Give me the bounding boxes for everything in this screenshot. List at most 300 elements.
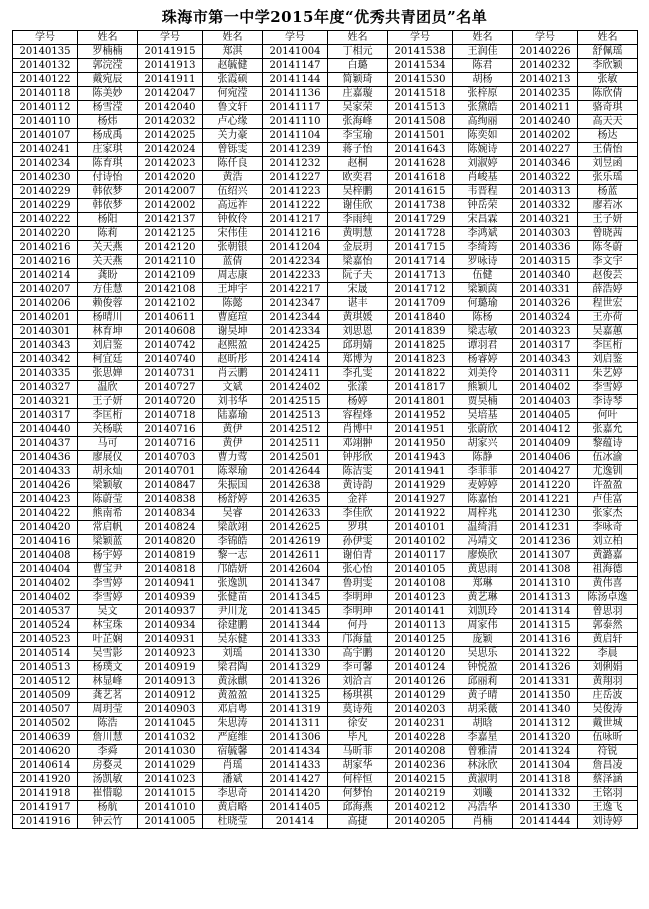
- student-id-cell: 20141316: [513, 633, 578, 647]
- student-name-cell: 郑淇: [203, 45, 263, 59]
- student-id-cell: 20141320: [513, 731, 578, 745]
- student-id-cell: 20141513: [388, 101, 453, 115]
- student-name-cell: 黄伟喜: [578, 577, 638, 591]
- student-name-cell: 钟彤欣: [328, 451, 388, 465]
- student-name-cell: 梁颖茵: [453, 283, 513, 297]
- student-id-cell: 20140608: [138, 325, 203, 339]
- student-id-cell: 20141032: [138, 731, 203, 745]
- student-id-cell: 20140912: [138, 689, 203, 703]
- student-id-cell: 20141929: [388, 479, 453, 493]
- table-row: [13, 353, 638, 367]
- table-row: [13, 339, 638, 353]
- student-id-cell: 20142233: [263, 269, 328, 283]
- student-id-cell: 20140847: [138, 479, 203, 493]
- student-name-cell: 刘启鉴: [578, 353, 638, 367]
- student-name-cell: 何梦怡: [328, 787, 388, 801]
- table-row: [13, 549, 638, 563]
- student-id-cell: 20141444: [513, 815, 578, 829]
- student-id-cell: 20141916: [13, 815, 78, 829]
- student-name-cell: 张心怡: [328, 563, 388, 577]
- student-name-cell: 黄翔羽: [578, 675, 638, 689]
- student-name-cell: 付诗怡: [78, 171, 138, 185]
- student-id-cell: 20141927: [388, 493, 453, 507]
- student-id-cell: 20140740: [138, 353, 203, 367]
- student-name-cell: 贾昊楠: [453, 395, 513, 409]
- student-id-cell: 20140701: [138, 465, 203, 479]
- student-id-cell: 20142611: [263, 549, 328, 563]
- student-id-cell: 20142625: [263, 521, 328, 535]
- student-name-cell: 杨达: [578, 129, 638, 143]
- student-name-cell: 李咏奇: [578, 521, 638, 535]
- student-id-cell: 20141951: [388, 423, 453, 437]
- student-id-cell: 20141712: [388, 283, 453, 297]
- student-id-cell: 20140201: [13, 311, 78, 325]
- student-name-cell: 熊南希: [78, 507, 138, 521]
- student-id-cell: 20140718: [138, 409, 203, 423]
- table-row: [13, 759, 638, 773]
- student-name-cell: 柯宜廷: [78, 353, 138, 367]
- student-name-cell: 韩依梦: [78, 199, 138, 213]
- student-name-cell: 林泳欣: [453, 759, 513, 773]
- student-id-cell: 20140141: [388, 605, 453, 619]
- student-name-cell: 曹宝尹: [78, 563, 138, 577]
- student-id-cell: 20141913: [138, 59, 203, 73]
- student-id-cell: 20140301: [13, 325, 78, 339]
- student-name-cell: 邝皓妍: [203, 563, 263, 577]
- student-id-cell: 20140343: [513, 353, 578, 367]
- table-row: [13, 717, 638, 731]
- student-name-cell: 陈欣倩: [578, 87, 638, 101]
- student-name-cell: 舒佩瑶: [578, 45, 638, 59]
- student-name-cell: 郑琳: [453, 577, 513, 591]
- student-name-cell: 李明珅: [328, 591, 388, 605]
- student-name-cell: 庄岳波: [578, 689, 638, 703]
- table-row: [13, 381, 638, 395]
- student-name-cell: 邓翊翀: [328, 437, 388, 451]
- student-id-cell: 20140340: [513, 269, 578, 283]
- table-row: [13, 479, 638, 493]
- student-name-cell: 徐建鹏: [203, 619, 263, 633]
- student-id-cell: 20141920: [13, 773, 78, 787]
- student-id-cell: 20140343: [13, 339, 78, 353]
- student-name-cell: 冯浩华: [453, 801, 513, 815]
- student-name-cell: 严庭维: [203, 731, 263, 745]
- student-name-cell: 白璐: [328, 59, 388, 73]
- student-name-cell: 陈仟良: [203, 157, 263, 171]
- student-name-cell: 卢佳富: [578, 493, 638, 507]
- student-name-cell: 林显峰: [78, 675, 138, 689]
- student-id-cell: 20141117: [263, 101, 328, 115]
- student-name-cell: 谢佳欣: [328, 199, 388, 213]
- student-id-cell: 20141330: [513, 801, 578, 815]
- student-name-cell: 杨航: [78, 801, 138, 815]
- table-row: [13, 297, 638, 311]
- student-name-cell: 邱海燕: [328, 801, 388, 815]
- student-name-cell: 李宝瑜: [328, 129, 388, 143]
- student-id-cell: 20140440: [13, 423, 78, 437]
- student-id-cell: 20140124: [388, 661, 453, 675]
- student-name-cell: 关天燕: [78, 255, 138, 269]
- student-name-cell: 马昕菲: [328, 745, 388, 759]
- student-name-cell: 吴文: [78, 605, 138, 619]
- student-name-cell: 杨炜: [78, 115, 138, 129]
- student-name-cell: 蒋子怡: [328, 143, 388, 157]
- student-name-cell: 张嘉允: [578, 423, 638, 437]
- student-name-cell: 张家杰: [578, 507, 638, 521]
- student-name-cell: 金辰玥: [328, 241, 388, 255]
- student-id-cell: 20141405: [263, 801, 328, 815]
- student-id-cell: 20140819: [138, 549, 203, 563]
- student-name-cell: 肖云鹏: [203, 367, 263, 381]
- student-id-cell: 20140226: [513, 45, 578, 59]
- student-id-cell: 20140206: [13, 297, 78, 311]
- student-name-cell: 熊颖儿: [453, 381, 513, 395]
- student-id-cell: 20141917: [13, 801, 78, 815]
- student-name-cell: 李文宇: [578, 255, 638, 269]
- student-id-cell: 20142125: [138, 227, 203, 241]
- table-row: [13, 507, 638, 521]
- student-id-cell: 20140716: [138, 423, 203, 437]
- student-name-cell: 胡杨: [453, 73, 513, 87]
- table-row: [13, 619, 638, 633]
- student-id-cell: 20140433: [13, 465, 78, 479]
- student-name-cell: 黄伊: [203, 437, 263, 451]
- table-row: [13, 115, 638, 129]
- student-id-cell: 20142023: [138, 157, 203, 171]
- student-id-cell: 20140215: [388, 773, 453, 787]
- student-id-cell: 20141823: [388, 353, 453, 367]
- student-id-cell: 20140913: [138, 675, 203, 689]
- table-row: [13, 577, 638, 591]
- student-id-cell: 20141045: [138, 717, 203, 731]
- student-id-cell: 20140120: [388, 647, 453, 661]
- student-id-cell: 20141306: [263, 731, 328, 745]
- student-name-cell: 骆奇琪: [578, 101, 638, 115]
- student-name-cell: 李孔雯: [328, 367, 388, 381]
- student-id-cell: 20141144: [263, 73, 328, 87]
- student-name-cell: 黄明慧: [328, 227, 388, 241]
- student-name-cell: 赵昕彤: [203, 353, 263, 367]
- roster-body: [13, 45, 638, 829]
- student-name-cell: 王润佳: [453, 45, 513, 59]
- student-name-cell: 赖俊蓉: [78, 297, 138, 311]
- student-name-cell: 李菲菲: [453, 465, 513, 479]
- student-name-cell: 李舜: [78, 745, 138, 759]
- document-title: 珠海市第一中学2015年度“优秀共青团员”名单: [161, 8, 488, 26]
- student-name-cell: 梁歆翊: [203, 521, 263, 535]
- student-id-cell: 20142024: [138, 143, 203, 157]
- table-row: [13, 59, 638, 73]
- student-id-cell: 20141518: [388, 87, 453, 101]
- student-name-cell: 朱思涛: [203, 717, 263, 731]
- student-name-cell: 鲁文轩: [203, 101, 263, 115]
- student-id-cell: 20140205: [388, 815, 453, 829]
- student-id-cell: 20141738: [388, 199, 453, 213]
- student-name-cell: 常启帆: [78, 521, 138, 535]
- student-name-cell: 高天天: [578, 115, 638, 129]
- student-id-cell: 20141340: [513, 703, 578, 717]
- student-id-cell: 20140324: [513, 311, 578, 325]
- table-row: [13, 633, 638, 647]
- student-id-cell: 20140227: [513, 143, 578, 157]
- student-id-cell: 20140126: [388, 675, 453, 689]
- student-id-cell: 20141911: [138, 73, 203, 87]
- header-student-name: 姓名: [203, 31, 263, 45]
- student-name-cell: 陈冬蔚: [578, 241, 638, 255]
- table-row: [13, 535, 638, 549]
- student-id-cell: 20140406: [513, 451, 578, 465]
- student-name-cell: 张思婵: [78, 367, 138, 381]
- student-name-cell: 伍绍兴: [203, 185, 263, 199]
- student-id-cell: 20142635: [263, 493, 328, 507]
- student-id-cell: 20141618: [388, 171, 453, 185]
- student-name-cell: 李雪婷: [78, 591, 138, 605]
- student-name-cell: 邓启粤: [203, 703, 263, 717]
- student-name-cell: 胡家华: [328, 759, 388, 773]
- student-id-cell: 20140108: [388, 577, 453, 591]
- student-id-cell: 20142120: [138, 241, 203, 255]
- student-name-cell: 赵毓健: [203, 59, 263, 73]
- table-row: [13, 731, 638, 745]
- student-id-cell: 20140212: [388, 801, 453, 815]
- student-name-cell: 温欣: [78, 381, 138, 395]
- student-id-cell: 20141715: [388, 241, 453, 255]
- student-id-cell: 20140216: [13, 241, 78, 255]
- student-id-cell: 20140939: [138, 591, 203, 605]
- student-name-cell: 邱丽莉: [453, 675, 513, 689]
- student-name-cell: 吴嘉蕙: [578, 325, 638, 339]
- student-name-cell: 黄子晴: [453, 689, 513, 703]
- student-id-cell: 20142108: [138, 283, 203, 297]
- student-id-cell: 20140639: [13, 731, 78, 745]
- student-id-cell: 20141310: [513, 577, 578, 591]
- student-name-cell: 王逸飞: [578, 801, 638, 815]
- student-id-cell: 20140321: [13, 395, 78, 409]
- student-name-cell: 胡永灿: [78, 465, 138, 479]
- student-id-cell: 20141801: [388, 395, 453, 409]
- student-id-cell: 20140135: [13, 45, 78, 59]
- student-id-cell: 20141840: [388, 311, 453, 325]
- table-row: [13, 703, 638, 717]
- student-id-cell: 20140523: [13, 633, 78, 647]
- student-name-cell: 肖峻基: [453, 171, 513, 185]
- student-id-cell: 20141232: [263, 157, 328, 171]
- student-name-cell: 周家伟: [453, 619, 513, 633]
- student-id-cell: 20140509: [13, 689, 78, 703]
- student-name-cell: 温绮涓: [453, 521, 513, 535]
- student-name-cell: 钟悦盈: [453, 661, 513, 675]
- student-id-cell: 20140614: [13, 759, 78, 773]
- student-id-cell: 20141308: [513, 563, 578, 577]
- student-id-cell: 20141344: [263, 619, 328, 633]
- student-name-cell: 陆嘉瑜: [203, 409, 263, 423]
- student-name-cell: 崔惜聪: [78, 787, 138, 801]
- student-name-cell: 谢伯青: [328, 549, 388, 563]
- table-row: [13, 283, 638, 297]
- student-name-cell: 杨宇婷: [78, 549, 138, 563]
- student-name-cell: 张梓原: [453, 87, 513, 101]
- student-id-cell: 20141501: [388, 129, 453, 143]
- student-name-cell: 尹川龙: [203, 605, 263, 619]
- student-id-cell: 20142102: [138, 297, 203, 311]
- table-row: [13, 227, 638, 241]
- student-name-cell: 张海峰: [328, 115, 388, 129]
- header-student-name: 姓名: [328, 31, 388, 45]
- student-name-cell: 李绮筠: [453, 241, 513, 255]
- student-id-cell: 20140426: [13, 479, 78, 493]
- student-name-cell: 张朝银: [203, 241, 263, 255]
- student-name-cell: 曾雅清: [453, 745, 513, 759]
- student-name-cell: 黄浩: [203, 171, 263, 185]
- student-id-cell: 20140125: [388, 633, 453, 647]
- student-id-cell: 20142633: [263, 507, 328, 521]
- table-row: [13, 801, 638, 815]
- student-name-cell: 钟云竹: [78, 815, 138, 829]
- table-row: [13, 255, 638, 269]
- student-name-cell: 李明珅: [328, 605, 388, 619]
- student-name-cell: 伍咏昕: [578, 731, 638, 745]
- student-name-cell: 张健苗: [203, 591, 263, 605]
- student-name-cell: 廖焕欣: [453, 549, 513, 563]
- student-name-cell: 郭泰然: [578, 619, 638, 633]
- student-id-cell: 20140834: [138, 507, 203, 521]
- student-id-cell: 20141104: [263, 129, 328, 143]
- table-row: [13, 437, 638, 451]
- student-name-cell: 黎一志: [203, 549, 263, 563]
- student-name-cell: 何宛滢: [203, 87, 263, 101]
- student-id-cell: 20142511: [263, 437, 328, 451]
- student-id-cell: 20141332: [513, 787, 578, 801]
- student-id-cell: 20141136: [263, 87, 328, 101]
- student-name-cell: 吴梓鹏: [328, 185, 388, 199]
- student-name-cell: 徐安: [328, 717, 388, 731]
- student-id-cell: 20141311: [263, 717, 328, 731]
- student-id-cell: 20140232: [513, 59, 578, 73]
- student-id-cell: 20140321: [513, 213, 578, 227]
- student-id-cell: 20141304: [513, 759, 578, 773]
- student-id-cell: 20141918: [13, 787, 78, 801]
- student-id-cell: 20141508: [388, 115, 453, 129]
- student-name-cell: 杨璞文: [78, 661, 138, 675]
- student-id-cell: 20141231: [513, 521, 578, 535]
- student-name-cell: 杨舒婷: [203, 493, 263, 507]
- student-name-cell: 麦婷婷: [453, 479, 513, 493]
- student-name-cell: 陈奕如: [453, 129, 513, 143]
- student-id-cell: 20140219: [388, 787, 453, 801]
- student-id-cell: 20140332: [513, 199, 578, 213]
- student-id-cell: 20140229: [13, 199, 78, 213]
- student-name-cell: 黄诗韵: [328, 479, 388, 493]
- table-row: [13, 409, 638, 423]
- student-name-cell: 郑博为: [328, 353, 388, 367]
- student-name-cell: 钟岳荣: [453, 199, 513, 213]
- student-id-cell: 20140323: [513, 325, 578, 339]
- table-row: [13, 269, 638, 283]
- student-name-cell: 李雪婷: [578, 381, 638, 395]
- student-name-cell: 宋晟: [328, 283, 388, 297]
- student-id-cell: 20141713: [388, 269, 453, 283]
- table-row: [13, 325, 638, 339]
- student-id-cell: 20140326: [513, 297, 578, 311]
- student-name-cell: 毕凡: [328, 731, 388, 745]
- student-name-cell: 祖海德: [578, 563, 638, 577]
- student-name-cell: 周玥莹: [78, 703, 138, 717]
- student-name-cell: 罗琪: [328, 521, 388, 535]
- student-id-cell: 20140241: [13, 143, 78, 157]
- student-name-cell: 李雨纯: [328, 213, 388, 227]
- student-id-cell: 20141216: [263, 227, 328, 241]
- student-name-cell: 黄伊: [203, 423, 263, 437]
- student-name-cell: 肖瑶: [203, 759, 263, 773]
- table-row: [13, 689, 638, 703]
- student-name-cell: 刘瑶: [203, 647, 263, 661]
- student-id-cell: 20140611: [138, 311, 203, 325]
- student-id-cell: 20141941: [388, 465, 453, 479]
- student-id-cell: 20140336: [513, 241, 578, 255]
- student-id-cell: 20140727: [138, 381, 203, 395]
- student-name-cell: 冯靖文: [453, 535, 513, 549]
- student-name-cell: 戴宛辰: [78, 73, 138, 87]
- student-id-cell: 20140502: [13, 717, 78, 731]
- student-id-cell: 20140437: [13, 437, 78, 451]
- student-name-cell: 宋昌霖: [453, 213, 513, 227]
- student-id-cell: 20140427: [513, 465, 578, 479]
- student-name-cell: 廖若冰: [578, 199, 638, 213]
- table-row: [13, 745, 638, 759]
- student-id-cell: 20141010: [138, 801, 203, 815]
- student-id-cell: 20140315: [513, 255, 578, 269]
- student-id-cell: 20141839: [388, 325, 453, 339]
- student-name-cell: 陈美妙: [78, 87, 138, 101]
- student-id-cell: 20141004: [263, 45, 328, 59]
- student-name-cell: 李欣颖: [578, 59, 638, 73]
- student-name-cell: 梁颖敏: [78, 479, 138, 493]
- student-id-cell: 20140934: [138, 619, 203, 633]
- student-id-cell: 20140113: [388, 619, 453, 633]
- student-id-cell: 20140129: [388, 689, 453, 703]
- student-id-cell: 20141420: [263, 787, 328, 801]
- student-id-cell: 20141330: [263, 647, 328, 661]
- student-name-cell: 杨阳: [78, 213, 138, 227]
- student-name-cell: 方佳慧: [78, 283, 138, 297]
- student-id-cell: 20140203: [388, 703, 453, 717]
- student-id-cell: 201414: [263, 815, 328, 829]
- student-name-cell: 杨婷: [328, 395, 388, 409]
- student-id-cell: 20140524: [13, 619, 78, 633]
- student-id-cell: 20141230: [513, 507, 578, 521]
- student-id-cell: 20141709: [388, 297, 453, 311]
- student-name-cell: 肖楠: [453, 815, 513, 829]
- student-name-cell: 欧奕君: [328, 171, 388, 185]
- student-id-cell: 20141534: [388, 59, 453, 73]
- student-id-cell: 20140236: [388, 759, 453, 773]
- student-name-cell: 张黛皓: [453, 101, 513, 115]
- student-name-cell: 陈懿: [203, 297, 263, 311]
- student-name-cell: 何璐瑜: [453, 297, 513, 311]
- student-id-cell: 20142515: [263, 395, 328, 409]
- student-name-cell: 梁志敏: [453, 325, 513, 339]
- student-name-cell: 伍健: [453, 269, 513, 283]
- student-name-cell: 陈浩: [78, 717, 138, 731]
- student-id-cell: 20140507: [13, 703, 78, 717]
- student-id-cell: 20140537: [13, 605, 78, 619]
- student-id-cell: 20142638: [263, 479, 328, 493]
- student-name-cell: 曾思羽: [578, 605, 638, 619]
- student-name-cell: 刘美伶: [453, 367, 513, 381]
- student-id-cell: 20141315: [513, 619, 578, 633]
- student-name-cell: 胡晗: [453, 717, 513, 731]
- student-name-cell: 宿毓馨: [203, 745, 263, 759]
